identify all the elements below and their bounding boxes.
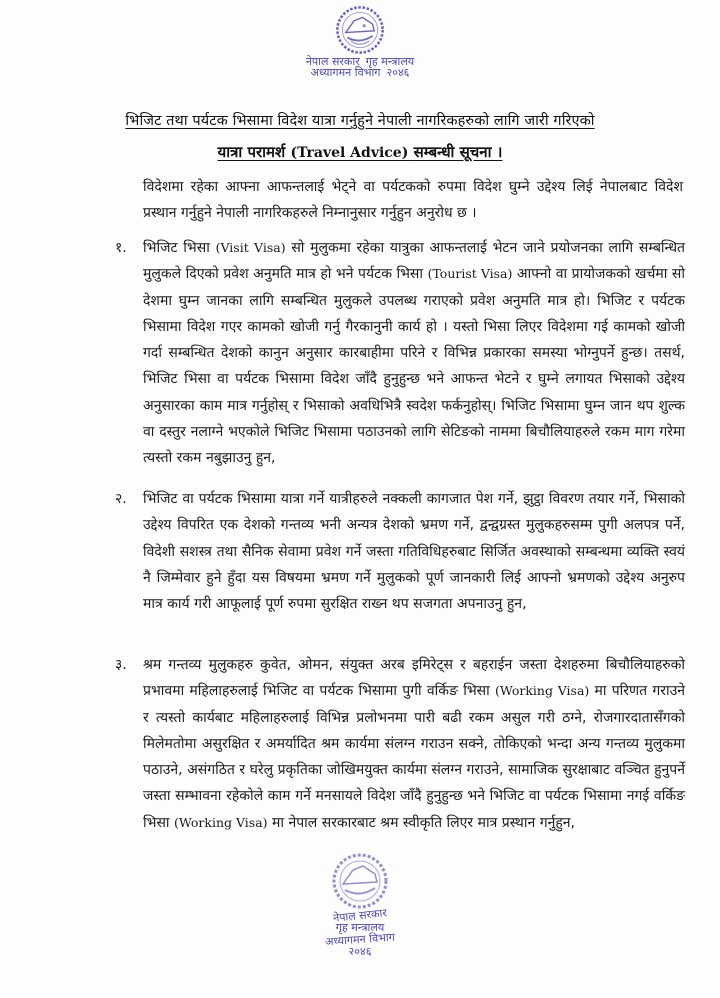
document-title-line-2: [0, 142, 720, 162]
stamp-text-year: २०४६: [348, 945, 372, 958]
intro-paragraph: विदेशमा रहेका आफ्ना आफन्तलाई भेट्ने वा पर्यटकको रुपमा विदेश घुम्ने उद्देश्य लिई नेपालबाट विदेश प्रस्थान गर्नुहुने नेपाली नागरिकहरुले निम्नानुसार गर्नुहुन अनुरोध छ ।: [143, 179, 683, 221]
document-title-line-1: भिजिट तथा पर्यटक भिसामा विदेश यात्रा गर्नुहुने नेपाली नागरिकहरुको लागि जारी गरिएको: [125, 113, 595, 129]
stamp-text-department: अध्यागमन विभाग: [324, 930, 396, 949]
item-text-part: मा नेपाल सरकारबाट श्रम स्वीकृति लिएर मात्र प्रस्थान गर्नुहुन,: [272, 814, 575, 831]
item-text-part: आफ्नो वा प्रायोजकको खर्चमा सो देशमा घुम्न जानका लागि सम्बन्धित मुलुकले उपलब्ध गराएको प्रवेश अनुमति मात्र हो। भिजिट र पर्यटक भिसामा विदेश गएर कामको खोजी गर्नु गैरकानुनी कार्य हो । यस्तो भिसा लिएर विदेशमा गई कामको खोजी गर्दा सम्बन्धित देशको कानुन अनुसार कारबाहीमा परिने र विभिन्न प्रकारका समस्या भोग्नुपर्ने हुन्छ। तसर्थ, भिजिट भिसा वा पर्यटक भिसामा विदेश जाँदै हुनुहुन्छ भने आफन्त भेटने र घुम्ने लगायत भिसाको उद्देश्य अनुसारका काम मात्र गर्नुहोस् र भिसाको अवधिभित्रै स्वदेश फर्कनुहोस्। भिजिट भिसामा घुम्न जान थप शुल्क वा दस्तुर नलाग्ने भएकोले भिजिट भिसामा पठाउनको लागि सेटिङको नाममा बिचौलियाहरुले रकम माग गरेमा त्यस्तो रकम नबुझाउनु हुन,: [143, 266, 685, 467]
working-visa-term: (Working Visa): [174, 814, 268, 830]
item-text-part: सो मुलुकमा रहेका यात्रुका आफन्तलाई भेटन जाने प्रयोजनका लागि सम्बन्धित मुलुकले दिएको प्रवेश अनुमति मात्र हो भने पर्यटक भिसा: [143, 240, 686, 283]
item-number: ३.: [115, 657, 127, 673]
stamp-text-year: २०४६: [386, 66, 410, 79]
title-suffix: सम्बन्धी सूचना ।: [413, 143, 503, 161]
item-text-part: भिजिट भिसा: [143, 240, 210, 256]
title-english: (Travel Advice): [290, 145, 409, 161]
advice-item-3: [115, 652, 685, 836]
item-text-part: मा परिणत गराउने र त्यस्तो कार्यबाट महिलाहरुलाई विभिन्न प्रलोभनमा पारी बढी रकम असुल गरी ठग्ने, रोजगारदातासँगको मिलेमतोमा असुरक्षित र अमर्यादित श्रम कार्यमा संलग्न गराउन सक्ने, तोकिएको भन्दा अन्य गन्तव्य मुलुकमा पठाउने, असंगठित र घरेलु प्रकृतिका जोखिमयुक्त कार्यमा संलग्न गराउने, सामाजिक सुरक्षाबाट वञ्चित हुनुपर्ने जस्ता सम्भावना रहेकोले काम गर्ने मनसायले विदेश जाँदै हुनुहुन्छ भने भिजिट वा पर्यटक भिसामा नगई वर्किङ भिसा: [143, 683, 686, 831]
official-stamp-top: [290, 4, 430, 104]
tourist-visa-term: (Tourist Visa): [427, 266, 513, 282]
advice-item-1: [115, 235, 685, 472]
item-number: २.: [115, 491, 127, 507]
nepal-emblem-icon: [329, 852, 391, 910]
item-text: [143, 235, 685, 472]
visit-visa-term: (Visit Visa): [215, 240, 286, 255]
stamp-text-government: नेपाल सरकार: [305, 55, 360, 68]
official-stamp-bottom: [285, 852, 435, 992]
stamp-text-ministry: गृह मन्त्रालय: [365, 55, 415, 68]
stamp-text-government: नेपाल सरकार: [332, 906, 388, 925]
stamp-text-ministry: गृह मन्त्रालय: [335, 921, 385, 934]
item-number: १.: [115, 240, 127, 256]
nepal-emblem-icon: [334, 4, 386, 56]
item-text-part: श्रम गन्तव्य मुलुकहरु कुवेत, ओमन, संयुक्त अरब इमिरेट्स र बहराईन जस्ता देशहरुमा बिचौलियाहरुको प्रभावमा महिलाहरुलाई भिजिट वा पर्यटक भिसामा पुगी वर्किङ भिसा: [143, 657, 685, 700]
working-visa-term: (Working Visa): [494, 683, 590, 699]
stamp-row-2: [290, 67, 430, 78]
stamp-text-department: अध्यागमन विभाग: [310, 66, 381, 79]
advice-item-2: [115, 486, 685, 617]
item-text: भिजिट वा पर्यटक भिसामा यात्रा गर्ने यात्रीहरुले नक्कली कागजात पेश गर्ने, झुट्ठा विवरण तयार गर्ने, भिसाको उद्देश्य विपरित एक देशको गन्तव्य भनी अन्यत्र देशको भ्रमण गर्ने, द्वन्द्वग्रस्त मुलुकहरुसम्म पुगी अलपत्र पर्ने, विदेशी सशस्त्र तथा सैनिक सेवामा प्रवेश गर्ने जस्ता गतिविधिहरुबाट सिर्जित अवस्थाको सम्बन्धमा व्यक्ति स्वयं नै जिम्मेवार हुने हुँदा यस विषयमा भ्रमण गर्ने मुलुकको पूर्ण जानकारी लिई आफ्नो भ्रमणको उद्देश्य अनुरुप मात्र कार्य गरी आफूलाई पूर्ण रुपमा सुरक्षित राख्न थप सजगता अपनाउनु हुन,: [143, 491, 685, 613]
title-prefix: यात्रा परामर्श: [217, 143, 286, 161]
item-text: [143, 652, 685, 836]
